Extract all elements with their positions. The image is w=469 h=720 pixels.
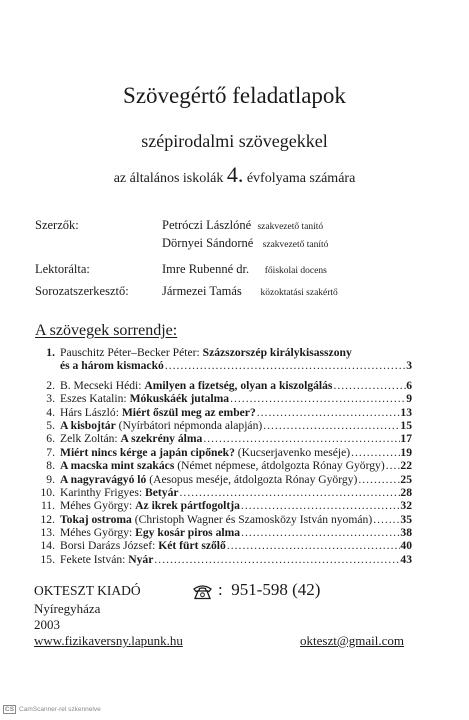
toc-title: Tokaj ostroma: [60, 512, 132, 526]
editor-name: Jármezei Tamás: [162, 284, 242, 298]
telephone-icon: [192, 584, 213, 600]
toc-entry: [30, 513, 412, 526]
toc-entry: [30, 499, 412, 512]
website-link[interactable]: www.fizikaversny.lapunk.hu: [34, 633, 183, 648]
toc-author: Borsi Darázs József:: [60, 539, 156, 553]
scanner-text: CamScanner-rel szkennelve: [19, 706, 101, 713]
author-name: Dörnyei Sándorné: [162, 236, 254, 250]
toc-entry: [30, 432, 412, 445]
toc-note: (Nyírbátori népmonda alapján): [118, 418, 263, 432]
toc-page-number: 3: [406, 359, 412, 373]
toc-entry: [30, 346, 412, 373]
toc-leader-dots: [229, 392, 406, 405]
toc-author: B. Mecseki Hédi:: [60, 378, 142, 392]
toc-number: 2.: [46, 378, 55, 392]
toc-title-continued: és a három kismackó: [60, 359, 164, 373]
toc-number: 5.: [46, 418, 55, 432]
toc-number: 8.: [46, 459, 55, 473]
toc-note: (Német népmese, átdolgozta Rónay György): [177, 459, 385, 473]
toc-leader-dots: [240, 526, 400, 539]
toc-number: 10.: [40, 485, 55, 499]
toc-title: Mókuskáék jutalma: [129, 392, 230, 406]
toc-number: 13.: [40, 526, 55, 540]
toc-page-number: 15: [400, 418, 412, 432]
toc-title: Betyár: [145, 485, 179, 499]
toc-leader-dots: [153, 553, 400, 566]
toc-entry: [30, 446, 412, 459]
toc-page-number: 28: [400, 485, 412, 499]
toc-number: 9.: [46, 472, 55, 486]
credit-label-authors: Szerzők:: [35, 218, 79, 232]
toc-page-number: 43: [400, 552, 412, 566]
page-title: Szövegértő feladatlapok: [123, 83, 346, 108]
toc-author: Hárs László:: [60, 405, 119, 419]
toc-leader-dots: [240, 499, 400, 512]
credit-name: [162, 262, 327, 277]
toc-entry: [30, 459, 412, 472]
toc-leader-dots: [332, 379, 406, 392]
audience-prefix: az általános iskolák: [113, 171, 224, 186]
toc-title: A szekrény álma: [120, 432, 203, 446]
credit-name: [162, 218, 323, 233]
reviewer-name: Imre Rubenné dr.: [162, 262, 250, 276]
toc-author: Zelk Zoltán:: [60, 432, 118, 446]
publisher-name: OKTESZT KIADÓ: [34, 583, 141, 598]
phone-colon: :: [218, 580, 223, 599]
toc-number: 12.: [40, 512, 55, 526]
toc-author: Pauschitz Péter–Becker Péter:: [60, 346, 200, 359]
toc-title: A kisbojtár: [60, 418, 116, 432]
toc-title: Miért nincs kérge a japán cipőnek?: [60, 445, 235, 459]
credit-role: szakvezető tanító: [262, 240, 329, 250]
toc-note: (Aesopus meséje, átdolgozta Rónay György): [149, 472, 358, 486]
audience-grade: 4.: [226, 162, 244, 187]
toc-title: Amilyen a fizetség, olyan a kiszolgálás: [144, 378, 333, 392]
credit-label-series-editor: Sorozatszerkesztő:: [35, 284, 129, 298]
toc-entry: [30, 392, 412, 405]
toc-title: Két fürt szőlő: [158, 539, 226, 553]
toc-leader-dots: [357, 473, 400, 486]
phone-digits: 951-598 (42): [231, 580, 321, 599]
toc-title: Az ikrek pártfogoltja: [135, 499, 240, 513]
toc-leader-dots: [256, 406, 401, 419]
publisher-city: Nyíregyháza: [34, 601, 101, 616]
toc-page-number: 38: [400, 526, 412, 540]
toc-leader-dots: [372, 513, 400, 526]
toc-number: 15.: [40, 552, 55, 566]
toc-leader-dots: [164, 359, 406, 372]
toc-title: Miért őszül meg az ember?: [121, 405, 256, 419]
toc-page-number: 32: [400, 499, 412, 513]
publication-year: 2003: [34, 617, 60, 632]
credit-role: főiskolai docens: [264, 266, 327, 276]
toc-number: 3.: [46, 392, 55, 406]
toc-leader-dots: [226, 539, 401, 552]
audience-line: [0, 162, 469, 188]
scanner-watermark: [3, 705, 101, 714]
toc-number: 4.: [46, 405, 55, 419]
toc-title: A macska mint szakács: [60, 459, 175, 473]
credit-name: [162, 236, 328, 251]
toc-entry: [30, 473, 412, 486]
toc-page-number: 25: [400, 472, 412, 486]
toc-page-number: 19: [400, 445, 412, 459]
toc-page-number: 40: [400, 539, 412, 553]
toc-author: Méhes György:: [60, 526, 133, 540]
email-link[interactable]: okteszt@gmail.com: [300, 633, 405, 648]
toc-entry: [30, 539, 412, 552]
toc-title: A nagyravágyó ló: [60, 472, 147, 486]
toc-leader-dots: [350, 446, 400, 459]
toc-entry: [30, 526, 412, 539]
table-of-contents: [30, 346, 412, 566]
toc-number: 7.: [46, 445, 55, 459]
toc-note: (Kucserjavenko meséje): [237, 445, 351, 459]
credit-name: [162, 284, 338, 299]
toc-leader-dots: [202, 432, 400, 445]
credit-role: szakvezető tanító: [257, 222, 324, 232]
toc-note: (Christoph Wagner és Szamosközy István nyomán): [134, 512, 373, 526]
toc-title: Nyár: [128, 552, 154, 566]
toc-number: 11.: [40, 499, 55, 513]
credit-role: közoktatási szakértő: [260, 288, 338, 298]
toc-author: Karinthy Frigyes:: [60, 485, 143, 499]
toc-author: Eszes Katalin:: [60, 392, 127, 406]
toc-entry: [30, 486, 412, 499]
toc-entry: [30, 419, 412, 432]
toc-leader-dots: [262, 419, 400, 432]
toc-entry: [30, 553, 412, 566]
toc-page-number: 9: [406, 392, 412, 406]
toc-heading: A szövegek sorrendje:: [35, 322, 178, 339]
toc-author: Méhes György:: [60, 499, 133, 513]
toc-title: Százszorszép királykisasszony: [202, 346, 352, 359]
phone-number: [218, 580, 320, 600]
toc-entry: [30, 406, 412, 419]
toc-page-number: 13: [400, 405, 412, 419]
toc-title: Egy kosár piros alma: [135, 526, 241, 540]
toc-page-number: 35: [400, 512, 412, 526]
toc-page-number: 6: [406, 378, 412, 392]
toc-author: Fekete István:: [60, 552, 126, 566]
camscanner-logo: CS: [5, 706, 15, 713]
toc-number: 1.: [46, 346, 55, 359]
toc-number: 14.: [40, 539, 55, 553]
toc-number: 6.: [46, 432, 55, 446]
credit-label-reviewer: Lektorálta:: [35, 262, 90, 276]
toc-page-number: 17: [400, 432, 412, 446]
toc-leader-dots: [179, 486, 401, 499]
toc-leader-dots: [385, 459, 401, 472]
toc-entry: [30, 379, 412, 392]
page-subtitle: szépirodalmi szövegekkel: [141, 131, 328, 151]
author-name: Petróczi Lászlóné: [162, 218, 252, 232]
toc-page-number: 22: [400, 459, 412, 473]
audience-suffix: évfolyama számára: [246, 171, 356, 186]
